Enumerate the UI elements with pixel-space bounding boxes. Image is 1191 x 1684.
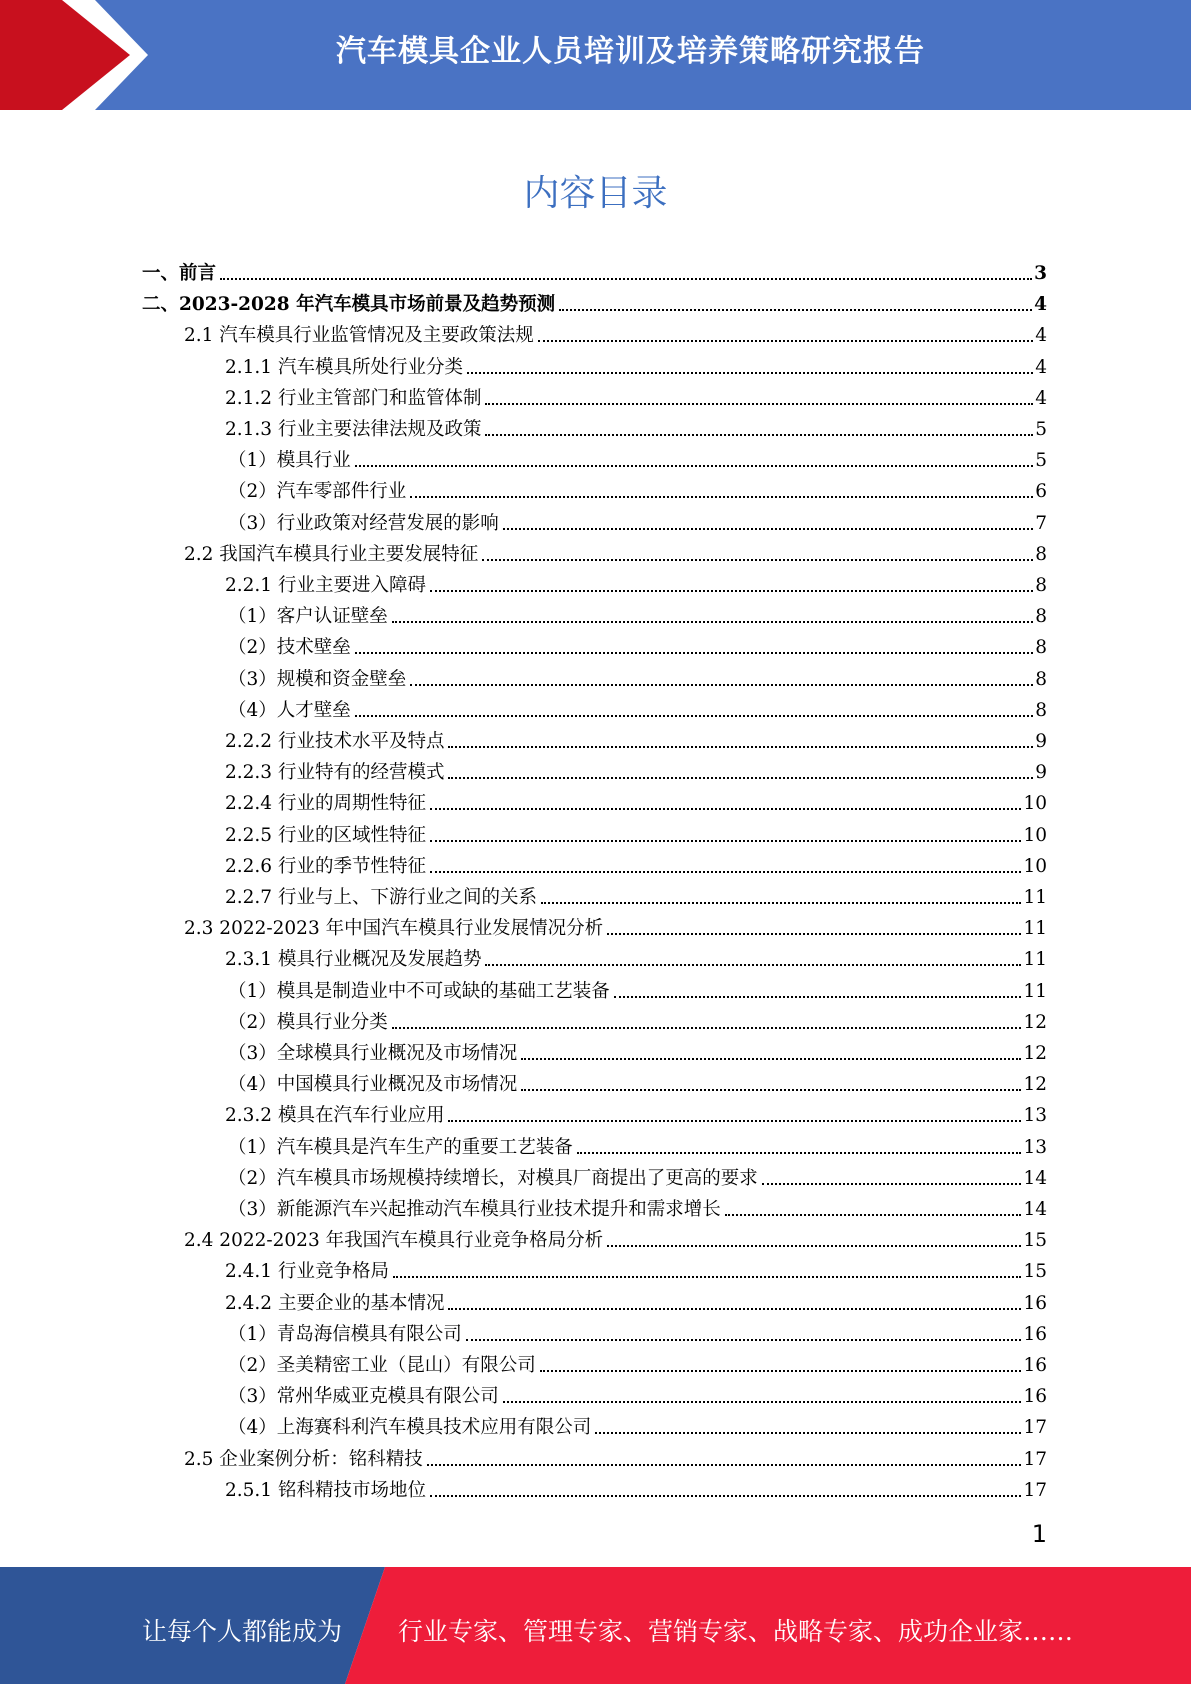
toc-dot-leader xyxy=(607,933,1021,935)
toc-entry[interactable] xyxy=(184,909,1047,940)
footer-slogan-right: 行业专家、管理专家、营销专家、战略专家、成功企业家…… xyxy=(398,1617,1074,1646)
toc-entry[interactable] xyxy=(228,597,1047,628)
toc-dot-leader xyxy=(466,1339,1022,1341)
toc-entry-label: 2.3 2022-2023 年中国汽车模具行业发展情况分析 xyxy=(184,918,604,939)
toc-entry-page: 16 xyxy=(1023,1355,1047,1376)
toc-entry-page: 11 xyxy=(1023,981,1047,1002)
toc-dot-leader xyxy=(430,590,1033,592)
toc-entry-page: 17 xyxy=(1023,1480,1047,1501)
toc-dot-leader xyxy=(485,403,1033,405)
toc-dot-leader xyxy=(448,1308,1021,1310)
toc-entry-label: （3）新能源汽车兴起推动汽车模具行业技术提升和需求增长 xyxy=(228,1199,721,1220)
toc-entry-label: （3）常州华威亚克模具有限公司 xyxy=(228,1386,499,1407)
toc-heading: 内容目录 xyxy=(523,173,668,214)
toc-entry[interactable] xyxy=(225,379,1047,410)
toc-dot-leader xyxy=(485,964,1021,966)
toc-dot-leader xyxy=(410,684,1033,686)
toc-entry[interactable] xyxy=(228,628,1047,659)
toc-entry[interactable] xyxy=(225,1284,1047,1315)
toc-entry-page: 14 xyxy=(1023,1199,1047,1220)
toc-entry[interactable] xyxy=(184,535,1047,566)
toc-dot-leader xyxy=(355,465,1033,467)
toc-entry-label: （3）规模和资金壁垒 xyxy=(228,669,407,690)
toc-dot-leader xyxy=(595,1432,1021,1434)
toc-entry[interactable] xyxy=(228,1346,1047,1377)
toc-entry-label: 2.2.3 行业特有的经营模式 xyxy=(225,762,445,783)
toc-entry[interactable] xyxy=(228,1003,1047,1034)
toc-entry-label: 2.2.4 行业的周期性特征 xyxy=(225,793,426,814)
toc-entry[interactable] xyxy=(225,410,1047,441)
toc-dot-leader xyxy=(503,1401,1022,1403)
toc-entry-label: 2.3.1 模具行业概况及发展趋势 xyxy=(225,949,482,970)
toc-entry[interactable] xyxy=(225,1096,1047,1127)
toc-entry[interactable] xyxy=(228,1190,1047,1221)
toc-entry-label: （3）行业政策对经营发展的影响 xyxy=(228,513,499,534)
toc-entry-label: 2.2 我国汽车模具行业主要发展特征 xyxy=(184,544,479,565)
toc-dot-leader xyxy=(430,808,1021,810)
toc-dot-leader xyxy=(614,996,1022,998)
toc-entry-page: 11 xyxy=(1023,918,1047,939)
toc-entry-page: 9 xyxy=(1035,762,1047,783)
toc-entry-page: 3 xyxy=(1034,263,1047,284)
toc-entry-label: （1）汽车模具是汽车生产的重要工艺装备 xyxy=(228,1137,573,1158)
toc-dot-leader xyxy=(393,1276,1021,1278)
toc-entry-page: 16 xyxy=(1023,1293,1047,1314)
toc-entry-label: 二、2023-2028 年汽车模具市场前景及趋势预测 xyxy=(142,294,556,315)
toc-dot-leader xyxy=(430,840,1021,842)
toc-dot-leader xyxy=(521,1089,1021,1091)
toc-entry[interactable] xyxy=(225,1471,1047,1502)
toc-dot-leader xyxy=(538,340,1033,342)
footer-slogan-left: 让每个人都能成为 xyxy=(142,1617,343,1646)
toc-entry[interactable] xyxy=(225,878,1047,909)
page-header xyxy=(0,0,1191,110)
toc-dot-leader xyxy=(448,746,1033,748)
toc-entry[interactable] xyxy=(225,1252,1047,1283)
toc-dot-leader xyxy=(607,1245,1021,1247)
toc-dot-leader xyxy=(485,434,1033,436)
toc-entry-page: 10 xyxy=(1023,825,1047,846)
toc-entry-label: 2.2.5 行业的区域性特征 xyxy=(225,825,426,846)
toc-entry-label: 2.4.1 行业竞争格局 xyxy=(225,1261,389,1282)
toc-entry[interactable] xyxy=(228,1408,1047,1439)
toc-entry-page: 10 xyxy=(1023,793,1047,814)
toc-entry[interactable] xyxy=(228,504,1047,535)
toc-entry[interactable] xyxy=(225,348,1047,379)
toc-entry[interactable] xyxy=(225,847,1047,878)
toc-entry-label: 一、前言 xyxy=(142,263,217,284)
toc-entry-page: 4 xyxy=(1035,325,1047,346)
toc-entry[interactable] xyxy=(184,1440,1047,1471)
toc-entry-label: （1）模具是制造业中不可或缺的基础工艺装备 xyxy=(228,981,610,1002)
toc-entry-page: 17 xyxy=(1023,1417,1047,1438)
toc-entry-label: （4）中国模具行业概况及市场情况 xyxy=(228,1074,518,1095)
toc-dot-leader xyxy=(355,652,1033,654)
toc-dot-leader xyxy=(410,496,1033,498)
toc-entry-page: 12 xyxy=(1023,1012,1047,1033)
toc-dot-leader xyxy=(762,1183,1022,1185)
toc-entry-page: 4 xyxy=(1034,294,1047,315)
toc-entry-page: 5 xyxy=(1035,419,1047,440)
toc-dot-leader xyxy=(392,1027,1022,1029)
toc-entry[interactable] xyxy=(228,1065,1047,1096)
toc-entry-label: （1）客户认证壁垒 xyxy=(228,606,388,627)
toc-entry-label: （2）模具行业分类 xyxy=(228,1012,388,1033)
toc-entry[interactable] xyxy=(225,566,1047,597)
toc-entry-page: 16 xyxy=(1023,1386,1047,1407)
toc-entry-page: 8 xyxy=(1035,637,1047,658)
toc-dot-leader xyxy=(482,559,1033,561)
toc-dot-leader xyxy=(427,1464,1022,1466)
toc-entry[interactable] xyxy=(228,1315,1047,1346)
toc-entry-label: 2.4.2 主要企业的基本情况 xyxy=(225,1293,445,1314)
page-footer xyxy=(0,1567,1191,1684)
toc-entry-page: 11 xyxy=(1023,887,1047,908)
toc-entry[interactable] xyxy=(142,285,1047,316)
toc-dot-leader xyxy=(392,621,1033,623)
report-title: 汽车模具企业人员培训及培养策略研究报告 xyxy=(336,34,925,69)
toc-entry[interactable] xyxy=(228,1377,1047,1408)
toc-dot-leader xyxy=(541,902,1021,904)
toc-entry-page: 15 xyxy=(1023,1230,1047,1251)
toc-entry-page: 8 xyxy=(1035,669,1047,690)
toc-entry-label: 2.1.3 行业主要法律法规及政策 xyxy=(225,419,482,440)
toc-entry-page: 16 xyxy=(1023,1324,1047,1345)
toc-entry[interactable] xyxy=(184,1221,1047,1252)
toc-dot-leader xyxy=(448,1120,1021,1122)
toc-entry-page: 13 xyxy=(1023,1105,1047,1126)
toc-entry[interactable] xyxy=(228,660,1047,691)
toc-entry-page: 5 xyxy=(1035,450,1047,471)
toc-entry[interactable] xyxy=(142,254,1047,285)
toc-entry[interactable] xyxy=(225,753,1047,784)
toc-entry-page: 4 xyxy=(1035,388,1047,409)
toc-entry-page: 11 xyxy=(1023,949,1047,970)
toc-entry-label: （1）模具行业 xyxy=(228,450,351,471)
toc-dot-leader xyxy=(430,871,1021,873)
toc-entry-label: 2.2.1 行业主要进入障碍 xyxy=(225,575,426,596)
toc-dot-leader xyxy=(220,278,1032,280)
toc-entry[interactable] xyxy=(225,722,1047,753)
toc-dot-leader xyxy=(448,777,1033,779)
toc-entry[interactable] xyxy=(228,1034,1047,1065)
toc-dot-leader xyxy=(467,372,1033,374)
toc-entry-label: 2.2.2 行业技术水平及特点 xyxy=(225,731,445,752)
toc-entry-page: 4 xyxy=(1035,357,1047,378)
toc-dot-leader xyxy=(725,1214,1022,1216)
toc-entry-label: （1）青岛海信模具有限公司 xyxy=(228,1324,462,1345)
toc-entry[interactable] xyxy=(225,940,1047,971)
toc-entry-label: 2.1 汽车模具行业监管情况及主要政策法规 xyxy=(184,325,534,346)
toc-entry-page: 17 xyxy=(1023,1449,1047,1470)
toc-entry[interactable] xyxy=(228,1128,1047,1159)
toc-entry[interactable] xyxy=(228,472,1047,503)
toc-entry-page: 14 xyxy=(1023,1168,1047,1189)
toc-entry-page: 8 xyxy=(1035,575,1047,596)
toc-entry-label: 2.2.7 行业与上、下游行业之间的关系 xyxy=(225,887,537,908)
toc-dot-leader xyxy=(521,1058,1021,1060)
toc-entry-label: 2.4 2022-2023 年我国汽车模具行业竞争格局分析 xyxy=(184,1230,604,1251)
toc-entry-label: 2.3.2 模具在汽车行业应用 xyxy=(225,1105,445,1126)
toc-entry-page: 8 xyxy=(1035,606,1047,627)
toc-entry-label: 2.2.6 行业的季节性特征 xyxy=(225,856,426,877)
toc-entry[interactable] xyxy=(225,784,1047,815)
toc-entry-label: 2.1.1 汽车模具所处行业分类 xyxy=(225,357,463,378)
toc-entry[interactable] xyxy=(184,316,1047,347)
toc-entry-page: 15 xyxy=(1023,1261,1047,1282)
toc-entry[interactable] xyxy=(225,816,1047,847)
toc-entry-page: 10 xyxy=(1023,856,1047,877)
toc-entry-page: 12 xyxy=(1023,1074,1047,1095)
toc-dot-leader xyxy=(540,1370,1022,1372)
toc-entry[interactable] xyxy=(228,1159,1047,1190)
toc-entry-label: （2）圣美精密工业（昆山）有限公司 xyxy=(228,1355,536,1376)
toc-entry-page: 8 xyxy=(1035,700,1047,721)
toc-entry-label: （4）人才壁垒 xyxy=(228,700,351,721)
toc-entry-label: 2.1.2 行业主管部门和监管体制 xyxy=(225,388,482,409)
toc-entry[interactable] xyxy=(228,691,1047,722)
toc-entry-label: 2.5 企业案例分析：铭科精技 xyxy=(184,1449,423,1470)
toc-entry-page: 8 xyxy=(1035,544,1047,565)
toc-dot-leader xyxy=(355,715,1033,717)
toc-entry-page: 6 xyxy=(1035,481,1047,502)
toc-entry-label: （2）技术壁垒 xyxy=(228,637,351,658)
toc-entry-page: 7 xyxy=(1035,513,1047,534)
page-number: 1 xyxy=(1031,1520,1047,1548)
toc-dot-leader xyxy=(430,1495,1021,1497)
toc-entry-page: 13 xyxy=(1023,1137,1047,1158)
toc-entry-page: 12 xyxy=(1023,1043,1047,1064)
toc-entry[interactable] xyxy=(228,972,1047,1003)
toc-entry[interactable] xyxy=(228,441,1047,472)
toc-dot-leader xyxy=(503,528,1033,530)
toc-entry-label: （2）汽车模具市场规模持续增长，对模具厂商提出了更高的要求 xyxy=(228,1168,758,1189)
toc-entry-label: 2.5.1 铭科精技市场地位 xyxy=(225,1480,426,1501)
toc-dot-leader xyxy=(559,309,1032,311)
toc-entry-page: 9 xyxy=(1035,731,1047,752)
toc-entry-label: （4）上海赛科利汽车模具技术应用有限公司 xyxy=(228,1417,592,1438)
toc-dot-leader xyxy=(577,1152,1022,1154)
toc-entry-label: （3）全球模具行业概况及市场情况 xyxy=(228,1043,518,1064)
toc-entry-label: （2）汽车零部件行业 xyxy=(228,481,407,502)
